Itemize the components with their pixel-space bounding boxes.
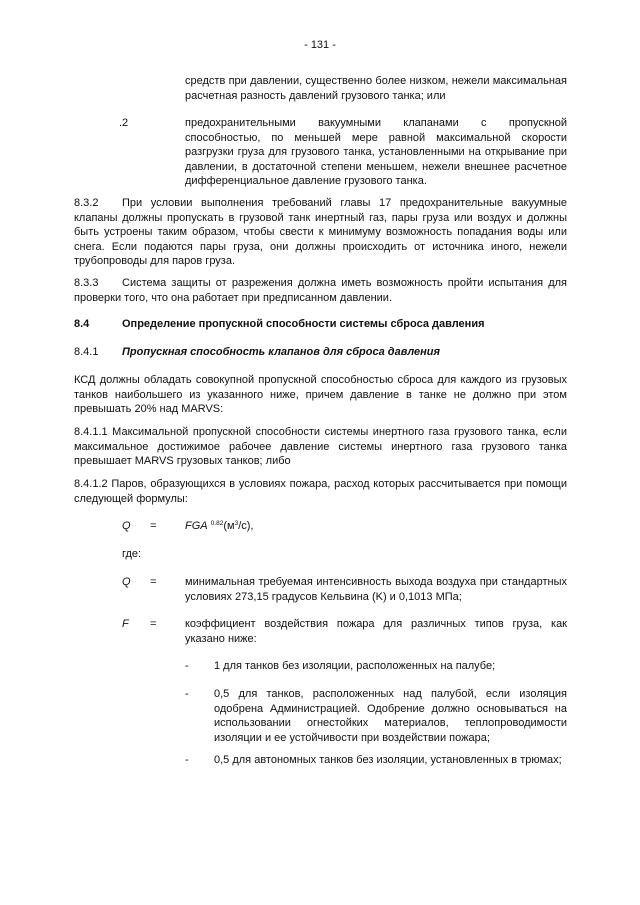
list-item: 0,5 для автономных танков без изоляции, установленных в трюмах; [214,754,562,766]
section-number: 8.3.2 [74,197,99,209]
dash-marker: - [185,688,189,700]
formula-equals: = [150,520,157,532]
paragraph-8-4-1-2: 8.4.1.2 Паров, образующихся в условиях пожара, расход которых рассчитывается при помощи следующей формулы: [74,478,567,505]
subheading-number: 8.4.1 [74,346,99,358]
section-text: Система защиты от разрежения должна иметь возможность пройти испытания для проверки того, что она работает при предписанном давлении. [74,277,567,304]
where-label: где: [122,548,142,560]
def-text-q: минимальная требуемая интенсивность выхода воздуха при стандартных условиях 273,15 градусов Кельвина (K) и 0,1013 МПа; [185,576,567,603]
heading-title: Определение пропускной способности системы сброса давления [122,318,485,330]
formula-fga: FGA [185,520,208,532]
section-8-3-2 [74,196,567,269]
item-text: предохранительными вакуумными клапанами с пропускной способностью, по меньшей мере равной максимальной скорости разгрузки груза для грузового танка, установленными на открывание при давлении, в достаточной степени меньшем, нежели внешнее расчетное дифференциальное давление грузового танка. [185,117,567,187]
def-symbol-f: F [122,618,129,630]
formula-unit-pre: (м [223,520,235,532]
formula-unit-post: /с), [238,520,254,532]
formula-exponent: 0.82 [210,520,224,527]
paragraph-8-4-1-1: 8.4.1.1 Максимальной пропускной способности системы инертного газа грузового танка, если максимальное достижимое рабочее давление системы инертного газа грузового танка превышает MARVS грузовых танков; либо [74,426,567,467]
paragraph-continuation: средств при давлении, существенно более низком, нежели максимальная расчетная разность давлений грузового танка; или [185,75,567,102]
formula-unit-sup: 3 [234,520,239,527]
dash-marker: - [185,754,189,766]
paragraph-ksd: КСД должны обладать совокупной пропускной способностью сброса для каждого из грузовых танков наибольшего из указанного ниже, причем давление в танке не должно при этом превышать 20% над MARVS: [74,374,567,415]
def-equals-f: = [150,618,157,630]
list-item: 1 для танков без изоляции, расположенных на палубе; [214,660,496,672]
subheading-title: Пропускная способность клапанов для сброса давления [122,346,440,358]
section-text: При условии выполнения требований главы 17 предохранительные вакуумные клапаны должны пропускать в грузовой танк инертный газ, пары груза или воздух и должны быть устроены таким образом, чтобы свести к минимуму возможность попадания воды или снега. Если подаются пары груза, они должны происходить от источника иного, нежели трубопроводы для паров груза. [74,197,567,267]
dash-marker: - [185,660,189,672]
def-text-f: коэффициент воздействия пожара для различных типов груза, как указано ниже: [185,618,567,645]
section-8-3-3 [74,276,567,305]
list-item: 0,5 для танков, расположенных над палубой, если изоляция одобрена Администрацией. Одобрение должно основываться на использовании огнестойких материалов, теплопроводимости изоляции и ее устойчивости при воздействии пожара; [214,688,567,744]
def-equals-q: = [150,576,157,588]
page-number: - 131 - [304,39,336,51]
item-number: .2 [119,117,129,129]
formula-variable: Q [122,520,131,532]
heading-number: 8.4 [74,318,90,330]
section-number: 8.3.3 [74,277,99,289]
def-symbol-q: Q [122,576,131,588]
formula-expression [185,519,253,534]
